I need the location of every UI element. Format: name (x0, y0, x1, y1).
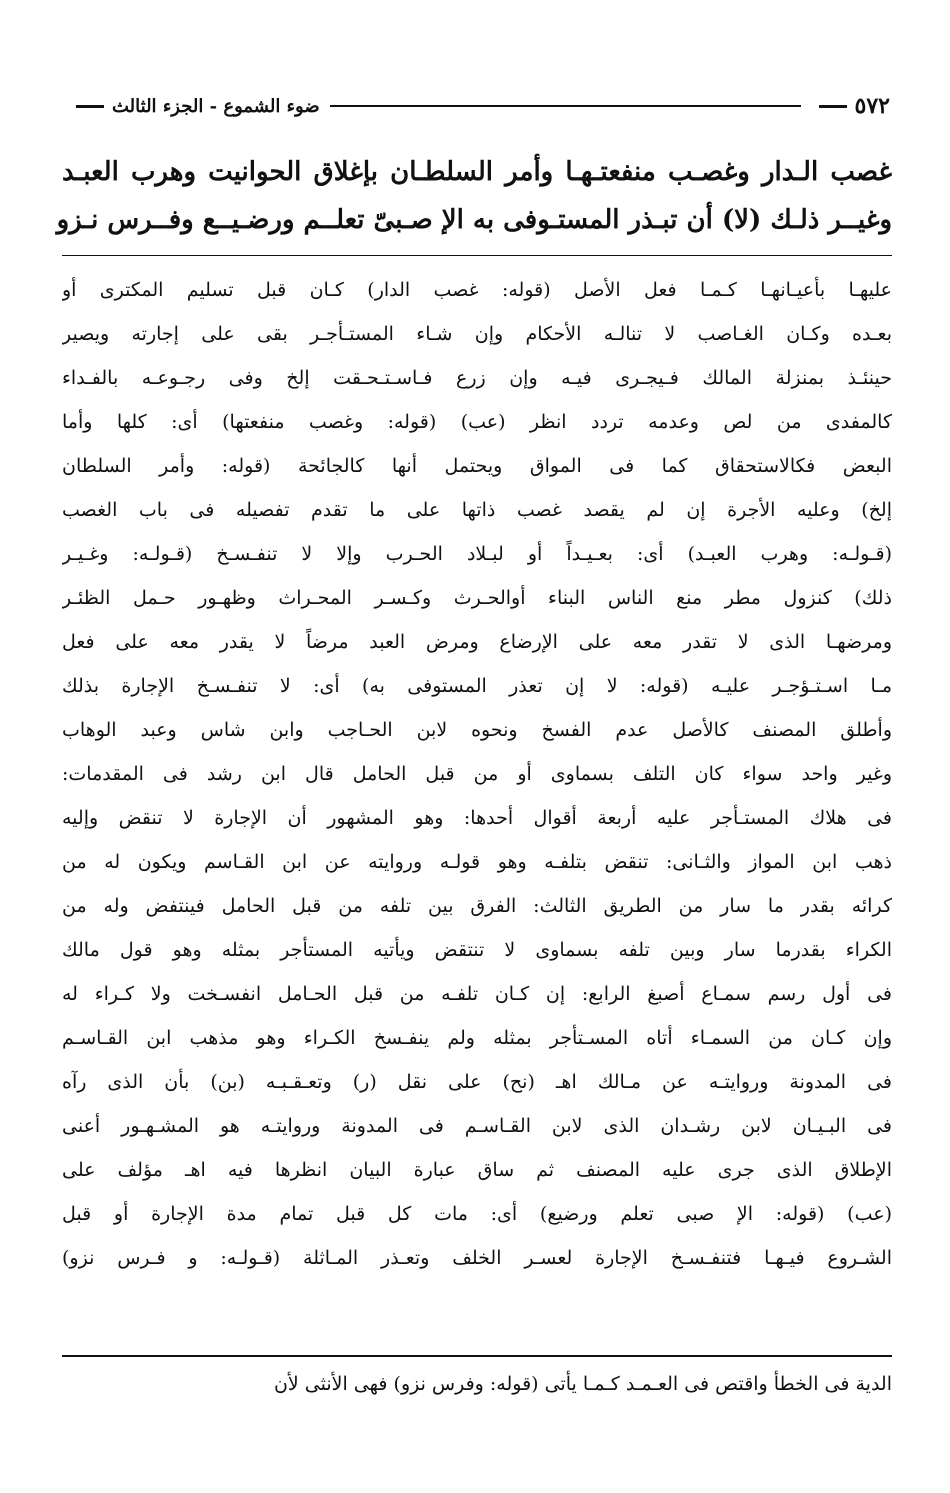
commentary-line: ذهب ابن المواز والثـانى: تنقض بتلفـه وهو قولـه وروايته عن ابن القـاسم ويكون له من (62, 851, 892, 873)
commentary-line: فى هلاك المستـأجر عليه أربعة أقوال أحدها: وهو المشهور أن الإجارة لا تنقض وإليه (62, 807, 892, 829)
header-rule (330, 105, 801, 107)
commentary-line: فى أول رسم سمـاع أصبغ الرابع: إن كـان تلفـه من قبل الحـامل انفسـخت ولا كـراء له (62, 983, 892, 1005)
main-text (56, 148, 892, 244)
footnote-divider (62, 1355, 892, 1357)
main-text-line: غصب الـدار وغصـب منفعتـهـا وأمر السلطـان بإغلاق الحوانيت وهرب العبـد (62, 157, 892, 187)
main-text-divider (62, 255, 892, 256)
commentary-line: فى البـيـان لابن رشـدان الذى لابن القـاسـم فى المدونة وروايتـه هو المشـهـور أعنى (62, 1115, 892, 1137)
commentary-line: البعض فكالاستحقاق كما فى المواق ويحتمل أنها كالجائحة (قوله: وأمر السلطان (62, 455, 892, 477)
main-text-line: وغيــر ذلـك (لا) أن تبـذر المستـوفى به الإ صـبىّ تعلــم ورضـيــع وفــرس نـزو (56, 205, 892, 235)
commentary-line: فى المدونة وروايتـه عن مـالك اهـ (نح) على نقل (ر) وتعـقـبـه (بن) بأن الذى رآه (62, 1071, 892, 1093)
commentary-text (62, 268, 892, 1280)
commentary-line: عليهـا بأعيـانهـا كـمـا فعل الأصل (قوله: غصب الدار) كـان قبل تسليم المكترى أو (62, 279, 892, 301)
commentary-line: مـا اسـتـؤجـر عليـه (قوله: لا إن تعذر المستوفى به) أى: لا تنفـسـخ الإجارة بذلك (62, 675, 892, 697)
commentary-line: وأطلق المصنف كالأصل عدم الفسخ ونحوه لابن الحـاجب وابن شاس وعبد الوهاب (62, 719, 892, 741)
header-dash (76, 105, 104, 108)
commentary-line: ذلك) كنزول مطر منع الناس البناء أوالحـرث وكـسـر المحـراث وظهـور حـمل الظئـر (62, 587, 892, 609)
footnote-text (62, 1362, 892, 1406)
commentary-line: الشـروع فيـهـا فتنفـسـخ الإجارة لعسـر الخلف وتعـذر المـاثلة (قـولـه: و فـرس نزو) (62, 1247, 892, 1269)
footnote-line: الدية فى الخطأ واقتص فى العـمـد كـمـا يأتى (قوله: وفرس نزو) فهى الأنثى لأن (273, 1373, 892, 1395)
commentary-line: الكراء بقدرما سار وبين تلفه بسماوى لا تنتقض ويأتيه المستأجر بمثله وهو قول مالك (62, 939, 892, 961)
commentary-line: كالمفدى من لص وعدمه تردد انظر (عب) (قوله: وغصب منفعتها) أى: كلها وأما (62, 411, 892, 433)
commentary-line: الإطلاق الذى جرى عليه المصنف ثم ساق عبارة البيان انظرها فيه اهـ مؤلف على (62, 1159, 892, 1181)
commentary-line: ومرضهـا الذى لا تقدر معه على الإرضاع ومرض العبد مرضاً لا يقدر معه على فعل (62, 631, 892, 653)
commentary-line: كرائه بقدر ما سار من الطريق الثالث: الفرق بين تلفه من قبل الحامل فينتفض وله من (62, 895, 892, 917)
running-header (68, 88, 890, 124)
commentary-line: (عب) (قوله: الإ صبى تعلم ورضيع) أى: مات كل قبل تمام مدة الإجارة أو قبل (62, 1203, 892, 1225)
commentary-line: (قـولـه: وهرب العبـد) أى: بعـيـداً أو لبـلاد الحـرب وإلا لا تنفـسـخ (قـولـه: وغـيـر (62, 543, 892, 565)
commentary-line: بعـده وكـان الغـاصب لا تنالـه الأحكام وإن شـاء المستـأجـر بقى على إجارته ويصير (62, 323, 892, 345)
header-dash (819, 105, 847, 108)
book-title: ضوء الشموع - الجزء الثالث (112, 95, 320, 117)
commentary-line: وغير واحد سواء كان التلف بسماوى أو من قبل الحامل قال ابن رشد فى المقدمات: (62, 763, 892, 785)
commentary-line: حينئـذ بمنزلة المالك فـيجـرى فيـه وإن زرع فـاسـتـحـقت إلخ وفى رجـوعـه بالفـداء (62, 367, 892, 389)
commentary-line: إلخ) وعليه الأجرة إن لم يقصد غصب ذاتها على ما تقدم تفصيله فى باب الغصب (62, 499, 892, 521)
page-number: ٥٧٢ (854, 93, 890, 119)
commentary-line: وإن كـان من السمـاء أتاه المسـتأجر بمثله ولم ينفـسخ الكـراء وهو مذهب ابن القـاسـم (62, 1027, 892, 1049)
